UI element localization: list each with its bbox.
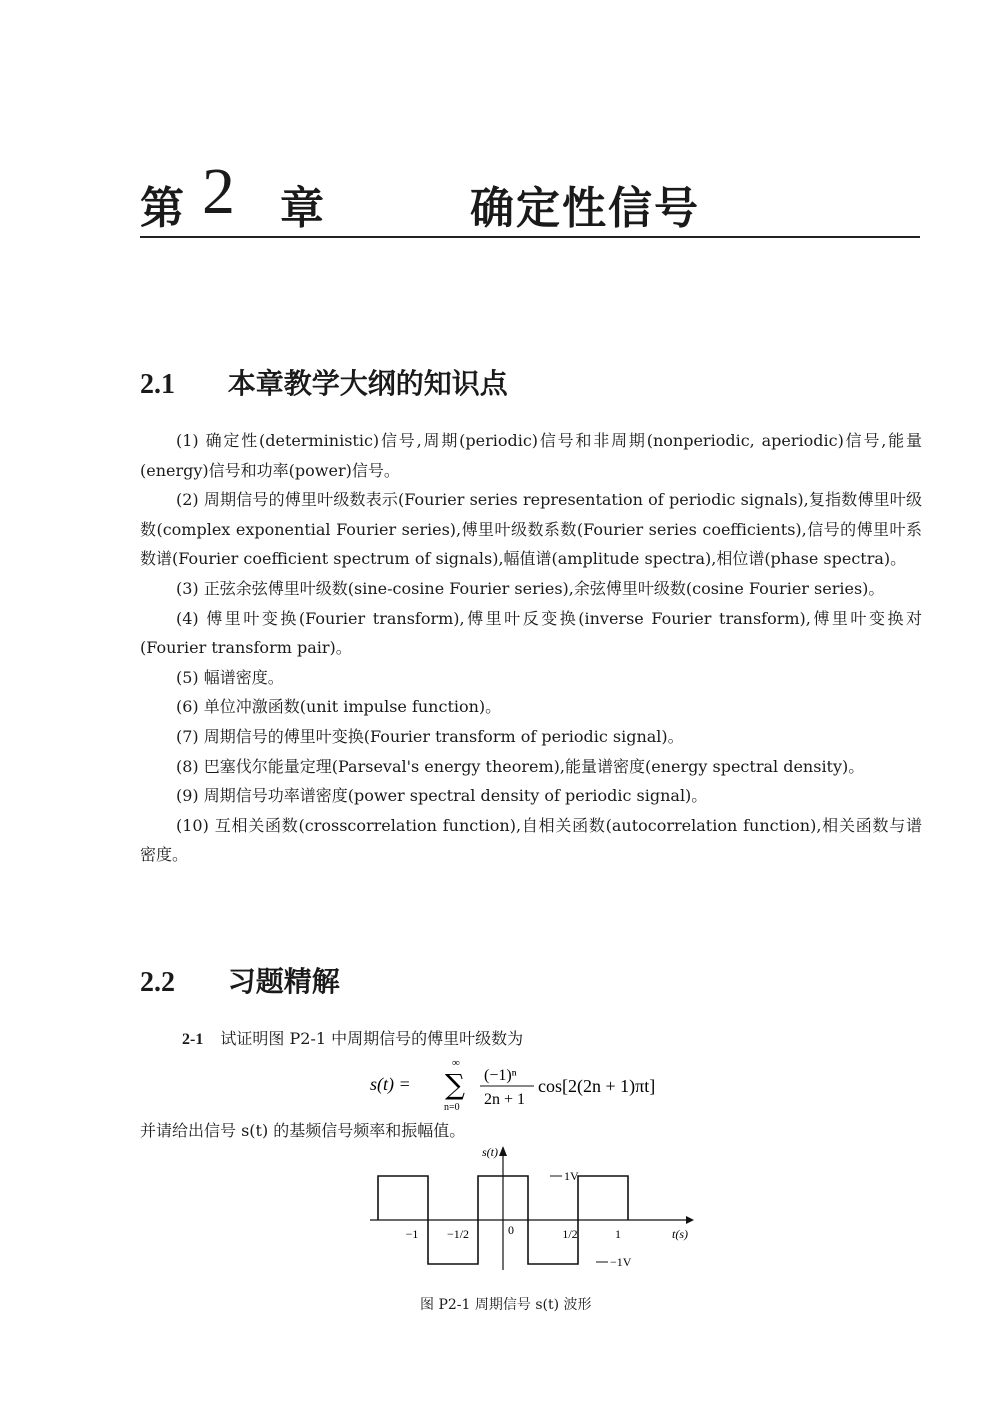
list-item: (7) 周期信号的傅里叶变换(Fourier transform of periodic signal)。 [176,726,684,746]
fourier-series-formula [360,1056,720,1116]
list-item: (1) 确定性(deterministic)信号,周期(periodic)信号和非周期(nonperiodic, aperiodic)信号,能量(energy)信号和功率(power)信号。 [140,431,922,480]
tick-label: 1 [615,1227,621,1241]
problem-number: 2-1 [182,1031,204,1048]
tick-label: 0 [508,1223,514,1237]
section-heading-2-2 [140,960,340,1000]
s-axis-arrow [499,1146,507,1156]
tick-label: −1 [405,1227,419,1241]
tick-label: 1/2 [562,1227,578,1241]
t-axis-arrow [686,1216,694,1224]
fraction-denominator: 2n + 1 [484,1091,526,1108]
problem-statement [140,1026,922,1049]
list-item: (6) 单位冲激函数(unit impulse function)。 [176,697,502,717]
problem-text: 试证明图 P2-1 中周期信号的傅里叶级数为 [220,1029,524,1048]
list-item: (4) 傅里叶变换(Fourier transform),傅里叶反变换(inverse Fourier transform),傅里叶变换对(Fourier transform pair)。 [140,608,922,658]
y-axis-label: s(t) [482,1145,498,1159]
syllabus-list [140,426,922,870]
list-item: (2) 周期信号的傅里叶级数表示(Fourier series representation of periodic signals),复指数傅里叶级数(complex exponential Fourier series),傅里叶级数系数(Fourier series coefficients),信号的傅里叶系数谱(Fourier coefficient spectrum of signals),幅值谱(amplitude spectra),相位谱(phase spectra)。 [140,490,922,569]
section-number: 2.1 [140,369,175,400]
upper-level-label: 1V [564,1169,579,1183]
tick-label: −1/2 [446,1227,470,1241]
x-axis-label: t(s) [672,1227,688,1241]
formula-lhs: s(t) = [370,1074,411,1094]
figure-caption: 图 P2-1 周期信号 s(t) 波形 [420,1297,592,1313]
sum-symbol: ∑ [445,1068,465,1101]
chapter-title: 确定性信号 [470,183,700,234]
section-number: 2.2 [140,967,175,998]
square-wave-figure [360,1140,700,1280]
chapter-heading [140,155,920,234]
list-item: (8) 巴塞伐尔能量定理(Parseval's energy theorem),能量谱密度(energy spectral density)。 [176,756,865,776]
list-item: (3) 正弦余弦傅里叶级数(sine-cosine Fourier series),余弦傅里叶级数(cosine Fourier series)。 [176,578,885,598]
section-title: 本章教学大纲的知识点 [227,367,508,400]
formula-tail: cos[2(2n + 1)πt] [538,1076,656,1096]
list-item: (9) 周期信号功率谱密度(power spectral density of periodic signal)。 [176,786,708,806]
section-heading-2-1 [140,362,508,402]
sum-upper-limit: ∞ [452,1057,460,1069]
chapter-suffix: 章 [280,183,324,234]
waveform-pulse [378,1176,428,1220]
problem-follow-up: 并请给出信号 s(t) 的基频信号频率和振幅值。 [140,1121,466,1140]
chapter-rule [140,236,920,238]
lower-level-label: −1V [610,1255,632,1269]
chapter-number: 2 [202,155,235,228]
waveform-pulse [578,1176,628,1220]
fraction-numerator: (−1)ⁿ [484,1067,517,1084]
sum-lower-limit: n=0 [444,1102,460,1113]
list-item: (5) 幅谱密度。 [176,667,284,687]
section-title: 习题精解 [227,965,340,998]
chapter-prefix: 第 [140,183,184,234]
list-item: (10) 互相关函数(crosscorrelation function),自相关函数(autocorrelation function),相关函数与谱密度。 [140,815,922,865]
